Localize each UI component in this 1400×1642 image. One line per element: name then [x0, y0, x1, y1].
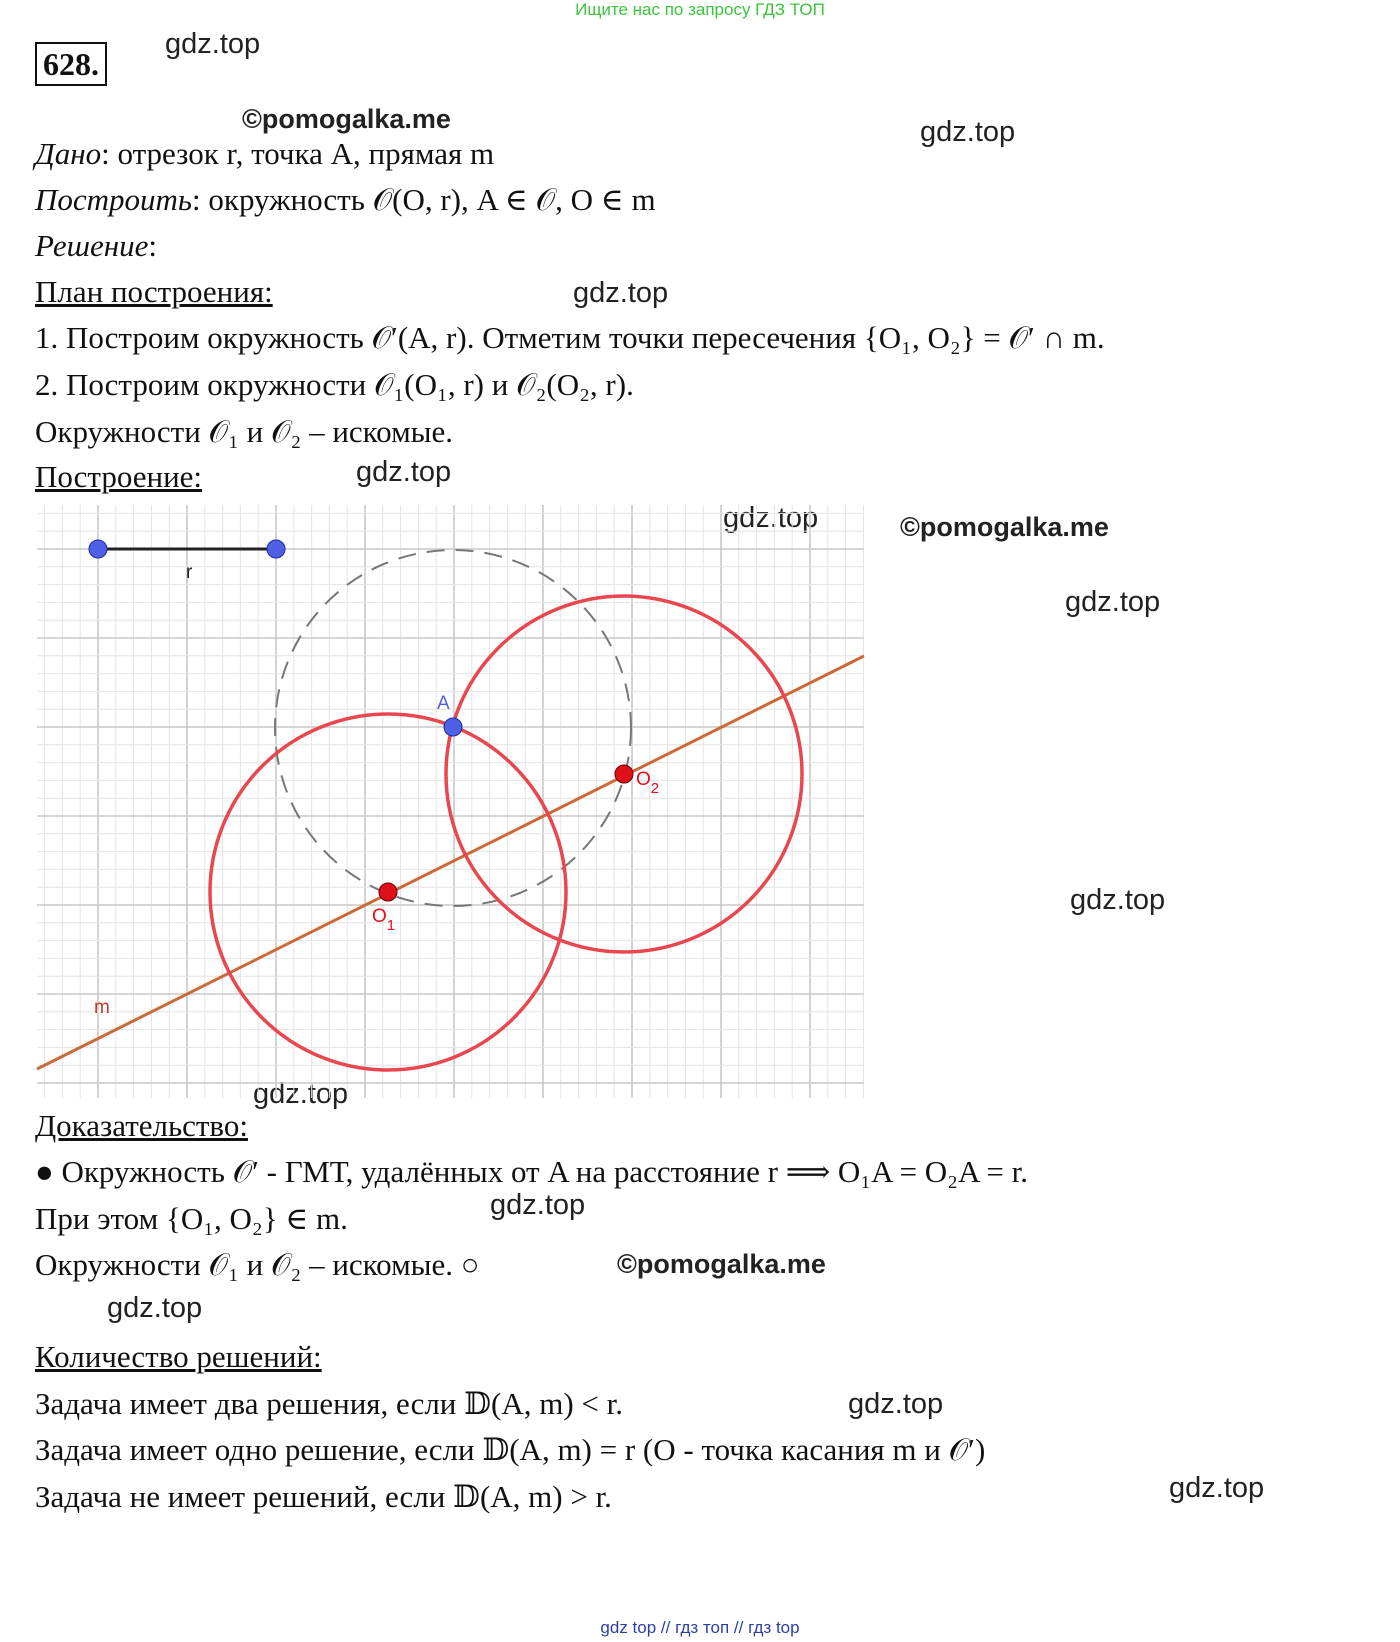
construct-text: : окружность 𝒪(O, r), A ∈ 𝒪, O ∈ m	[192, 182, 656, 217]
watermark: ©pomogalka.me	[242, 104, 451, 134]
point-o1-label	[372, 906, 395, 934]
watermark: gdz.top	[1169, 1472, 1265, 1504]
given-text: : отрезок r, точка A, прямая m	[101, 136, 495, 171]
proof-line-2: При этом {O₁, O₂} ∈ m.	[35, 1201, 348, 1236]
proof-line-1: ● Окружность 𝒪′ - ГМТ, удалённых от A на расстояние r ⟹ O₁A = O₂A = r.	[35, 1154, 1028, 1189]
line-m-label: m	[94, 997, 110, 1018]
point-o2-letter: O	[636, 769, 651, 790]
count-heading: Количество решений:	[35, 1339, 322, 1374]
point-o2	[615, 765, 633, 783]
watermark: gdz.top	[848, 1388, 944, 1420]
point-a	[444, 718, 462, 736]
watermark: ©pomogalka.me	[900, 512, 1109, 542]
point-o1	[379, 883, 397, 901]
watermark: gdz.top	[920, 116, 1016, 148]
construct-line	[35, 182, 656, 219]
watermark: gdz.top	[573, 277, 669, 309]
point-o1-letter: O	[372, 906, 387, 927]
count-line-3: Задача не имеет решений, если 𝔻(A, m) > r.	[35, 1479, 612, 1514]
construction-figure	[36, 505, 866, 1100]
given-label: Дано	[35, 136, 102, 171]
plan-heading: План построения:	[35, 274, 273, 309]
watermark: gdz.top	[1065, 586, 1161, 618]
plan-step-1: 1. Построим окружность 𝒪′(A, r). Отметим точки пересечения {O₁, O₂} = 𝒪′ ∩ m.	[35, 320, 1105, 355]
construct-label: Построить	[35, 182, 193, 217]
segment-endpoint	[267, 540, 285, 558]
problem-number: 628.	[35, 42, 107, 86]
watermark: ©pomogalka.me	[617, 1249, 826, 1279]
segment-label: r	[186, 562, 193, 583]
watermark: gdz.top	[723, 502, 819, 534]
given-line	[35, 136, 494, 172]
watermark: gdz.top	[165, 28, 261, 60]
point-o1-subscript: 1	[386, 917, 396, 934]
solution-colon: :	[148, 228, 157, 263]
plan-result: Окружности 𝒪₁ и 𝒪₂ – искомые.	[35, 414, 454, 449]
footer-links[interactable]: gdz top // гдз топ // гдз top	[600, 1618, 800, 1637]
proof-heading: Доказательство:	[35, 1108, 248, 1143]
point-a-label: A	[437, 693, 450, 714]
watermark: gdz.top	[107, 1292, 203, 1324]
segment-endpoint	[89, 540, 107, 558]
point-o2-subscript: 2	[650, 780, 660, 797]
watermark: gdz.top	[356, 456, 452, 488]
solution-line	[35, 228, 157, 264]
top-banner[interactable]: Ищите нас по запросу ГДЗ ТОП	[575, 0, 825, 19]
proof-line-3: Окружности 𝒪₁ и 𝒪₂ – искомые. ○	[35, 1247, 480, 1282]
grid	[37, 505, 864, 1098]
watermark: gdz.top	[1070, 884, 1166, 916]
count-line-2: Задача имеет одно решение, если 𝔻(A, m) = r (O - точка касания m и 𝒪′)	[35, 1432, 986, 1467]
construction-heading: Построение:	[35, 459, 203, 494]
watermark: gdz.top	[253, 1078, 349, 1110]
count-line-1: Задача имеет два решения, если 𝔻(A, m) < r.	[35, 1386, 624, 1421]
plan-step-2: 2. Построим окружности 𝒪₁(O₁, r) и 𝒪₂(O₂, r).	[35, 367, 634, 402]
watermark: gdz.top	[490, 1189, 586, 1221]
point-o2-label	[636, 769, 659, 797]
solution-label: Решение	[35, 228, 149, 263]
